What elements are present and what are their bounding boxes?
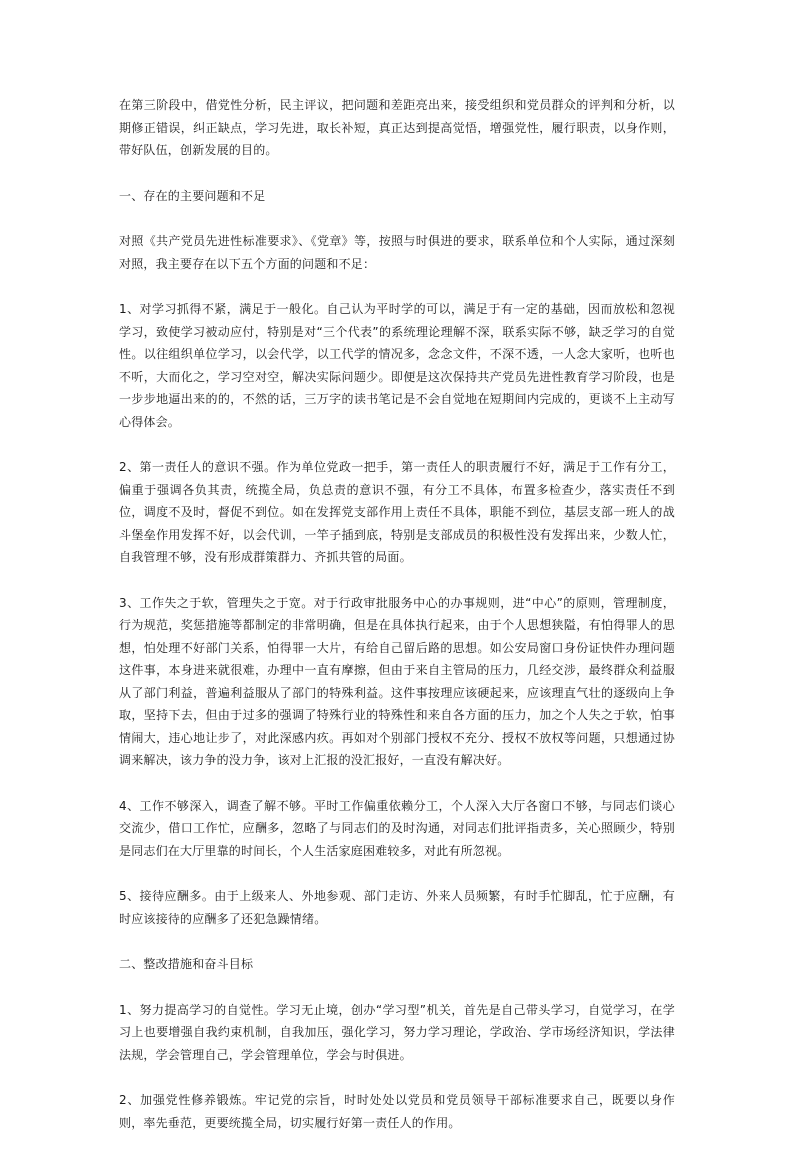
problems-intro-paragraph: 对照《共产党员先进性标准要求》、《党章》等，按照与时俱进的要求，联系单位和个人实际，通过深刻对照，我主要存在以下五个方面的问题和不足： — [119, 234, 675, 271]
measure-item-1: 1、努力提高学习的自觉性。学习无止境，创办“学习型”机关，首先是自己带头学习，自觉学习，在学习上也要增强自我约束机制，自我加压，强化学习，努力学习理论，学政治、学市场经济知识，学法律法规，学会管理自己，学会管理单位，学会与时俱进。 — [119, 1002, 675, 1062]
document-body — [119, 94, 675, 1157]
section-heading-problems: 一、存在的主要问题和不足 — [119, 188, 266, 203]
problem-item-5: 5、接待应酬多。由于上级来人、外地参观、部门走访、外来人员频繁，有时手忙脚乱，忙于应酬，有时应该接待的应酬多了还犯急躁情绪。 — [119, 889, 675, 926]
problem-item-4: 4、工作不够深入，调查了解不够。平时工作偏重依赖分工，个人深入大厅各窗口不够，与同志们谈心交流少，借口工作忙，应酬多，忽略了与同志们的及时沟通，对同志们批评指责多，关心照顾少，特别是同志们在大厅里靠的时间长，个人生活家庭困难较多，对此有所忽视。 — [119, 798, 675, 858]
problem-item-1: 1、对学习抓得不紧，满足于一般化。自己认为平时学的可以，满足于有一定的基础，因而放松和忽视学习，致使学习被动应付，特别是对“三个代表”的系统理论理解不深，联系实际不够，缺乏学习的自觉性。以往组织单位学习，以会代学，以工代学的情况多，念念文件，不深不透，一人念大家听，也听也不听，大而化之，学习空对空，解决实际问题少。即便是这次保持共产党员先进性教育学习阶段，也是一步步地逼出来的的，不然的话，三万字的读书笔记是不会自觉地在短期间内完成的，更谈不上主动写心得体会。 — [119, 302, 675, 429]
intro-paragraph: 在第三阶段中，借党性分析，民主评议，把问题和差距亮出来，接受组织和党员群众的评判和分析，以期修正错误，纠正缺点，学习先进，取长补短，真正达到提高觉悟，增强党性，履行职责，以身作则，带好队伍，创新发展的目的。 — [119, 98, 675, 157]
problem-item-2: 2、第一责任人的意识不强。作为单位党政一把手，第一责任人的职责履行不好，满足于工作有分工，偏重于强调各负其责，统揽全局，负总责的意识不强，有分工不具体，布置多检查少，落实责任不到位，调度不及时，督促不到位。如在发挥党支部作用上责任不具体，职能不到位，基层支部一班人的战斗堡垒作用发挥不好，以会代训，一竿子插到底，特别是支部成员的积极性没有发挥出来，少数人忙，自我管理不够，没有形成群策群力、齐抓共管的局面。 — [119, 460, 675, 564]
measure-item-2: 2、加强党性修养锻炼。牢记党的宗旨，时时处处以党员和党员领导干部标准要求自己，既要以身作则，率先垂范，更要统揽全局，切实履行好第一责任人的作用。 — [119, 1093, 675, 1130]
problem-item-3: 3、工作失之于软，管理失之于宽。对于行政审批服务中心的办事规则，进“中心”的原则，管理制度，行为规范，奖惩措施等都制定的非常明确，但是在具体执行起来，由于个人思想狭隘，有怕得罪人的思想，怕处理不好部门关系，怕得罪一大片，有给自己留后路的思想。如公安局窗口身份证快件办理问题这件事，本身进来就很难，办理中一直有摩擦，但由于来自主管局的压力，几经交涉，最终群众利益服从了部门利益，普遍利益服从了部门的特殊利益。这件事按理应该硬起来，应该理直气壮的逐级向上争取，坚持下去，但由于过多的强调了特殊行业的特殊性和来自各方面的压力，加之个人失之于软，怕事情闹大，违心地让步了，对此深感内疚。再如对个别部门授权不充分、授权不放权等问题，只想通过协调来解决，该力争的没力争，该对上汇报的没汇报好，一直没有解决好。 — [119, 595, 675, 767]
section-heading-measures: 二、整改措施和奋斗目标 — [119, 957, 254, 971]
